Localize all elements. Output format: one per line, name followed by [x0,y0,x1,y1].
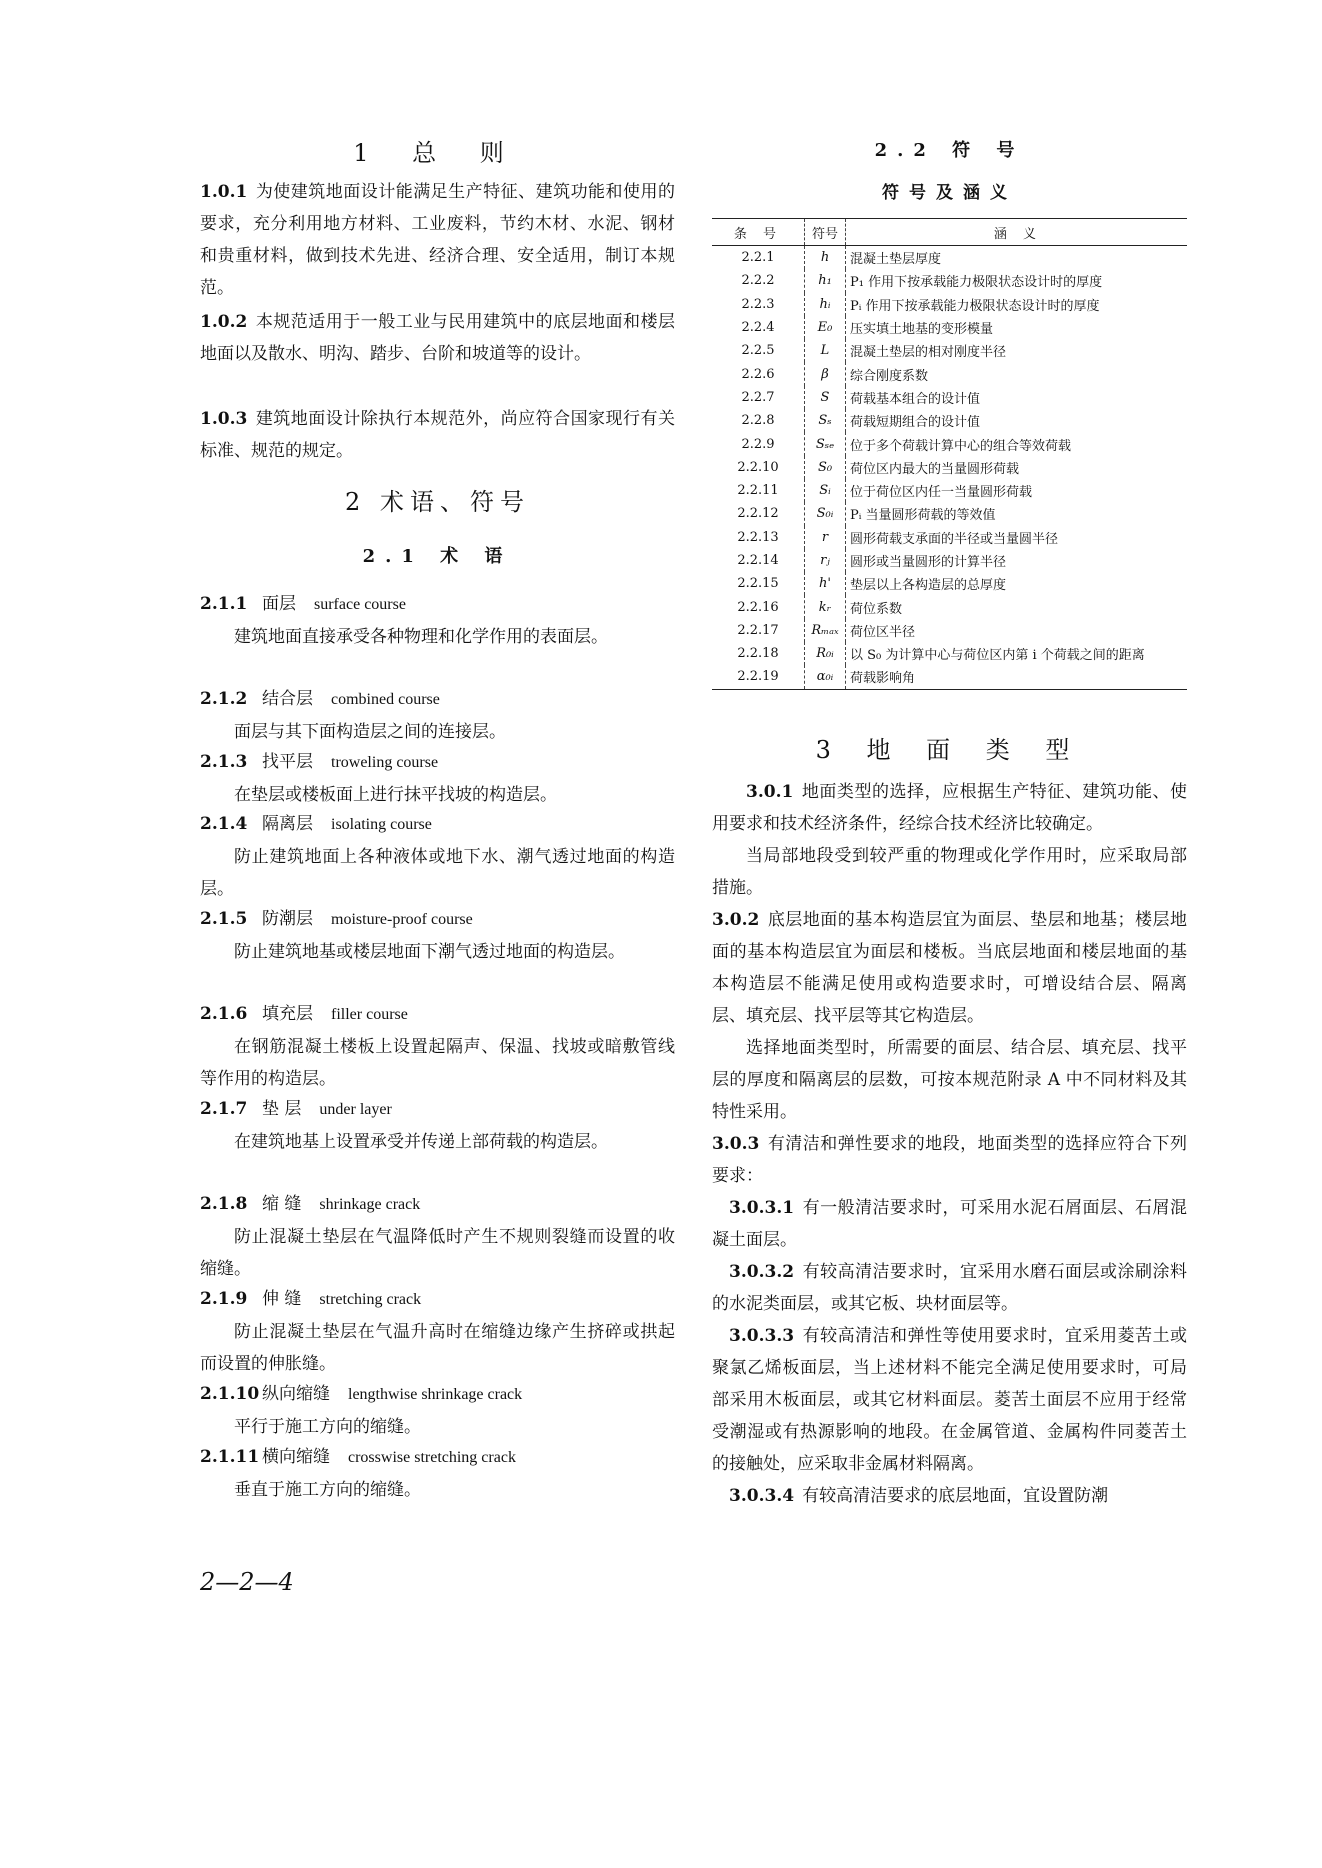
clause-number: 3.0.2 [712,910,760,930]
symbol-table [712,218,1187,690]
table-row [712,339,1187,362]
term-chinese: 纵向缩缝 [262,1384,330,1404]
section-2-1-title: 2.1 术 语 [362,546,513,567]
table-row [712,595,1187,618]
cell-clause-no: 2.2.16 [737,599,779,615]
clause-number: 1.0.2 [200,312,248,332]
clause-1-0-3 [200,403,675,467]
table-header-row [712,219,1187,246]
term-chinese: 横向缩缝 [262,1447,330,1467]
term-chinese: 隔离层 [262,814,313,834]
table-title: 符号及涵义 [882,183,1017,203]
cell-meaning: Pᵢ 作用下按承载能力极限状态设计时的厚度 [850,298,1100,314]
cell-meaning: 圆形荷载支承面的半径或当量圆半径 [850,531,1059,547]
cell-clause-no: 2.2.18 [737,646,779,662]
cell-symbol: Sᵢ [805,479,846,502]
term-english: combined course [331,691,440,708]
term-number: 2.1.2 [200,689,248,709]
clause-3-0-3-3 [712,1320,1187,1480]
cell-symbol: r [805,526,846,549]
cell-symbol: E₀ [805,316,846,339]
table-row [712,246,1187,270]
cell-symbol: Sₛₑ [805,432,846,455]
clause-3-0-1 [712,776,1187,840]
table-row [712,572,1187,595]
cell-clause-no: 2.2.5 [741,343,775,359]
table-row [712,293,1187,316]
clause-text: 有较高清洁要求时，宜采用水磨石面层或涂刷涂料的水泥类面层，或其它板、块材面层等。 [712,1262,1187,1314]
table-row [712,526,1187,549]
table-row [712,549,1187,572]
term-english: crosswise stretching crack [348,1449,516,1466]
cell-meaning: 混凝土垫层的相对刚度半径 [850,345,1007,361]
cell-meaning: 圆形或当量圆形的计算半径 [850,555,1007,570]
clause-text: 为使建筑地面设计能满足生产特征、建筑功能和使用的要求，充分利用地方材料、工业废料，节约木材、水泥、钢材和贵重材料，做到技术先进、经济合理、安全适用，制订本规范。 [200,182,675,298]
term-heading [200,903,675,936]
table-row [712,642,1187,665]
cell-symbol: h₁ [805,269,846,292]
clause-number: 1.0.3 [200,409,248,429]
cell-meaning: 荷载影响角 [846,665,1188,689]
cell-clause-no: 2.2.10 [737,459,779,475]
cell-symbol: S [805,386,846,409]
term-number: 2.1.3 [200,752,248,772]
term-definition: 在钢筋混凝土楼板上设置起隔声、保温、找坡或暗敷管线等作用的构造层。 [200,1037,675,1089]
term-heading [200,1441,675,1474]
term-entry [200,588,675,653]
term-english: lengthwise shrinkage crack [348,1386,523,1403]
term-number: 2.1.1 [200,594,248,614]
term-definition: 防止混凝土垫层在气温降低时产生不规则裂缝而设置的收缩缝。 [200,1227,675,1279]
term-chinese: 结合层 [262,689,313,709]
term-number: 2.1.10 [200,1384,260,1404]
clause-text: 建筑地面设计除执行本规范外，尚应符合国家现行有关标准、规范的规定。 [200,409,675,461]
clause-3-0-2 [712,904,1187,1032]
term-chinese: 填充层 [262,1004,313,1024]
cell-symbol: R₀ᵢ [805,642,846,665]
clause-number: 3.0.1 [746,782,794,802]
clause-3-0-3-1 [712,1192,1187,1256]
term-heading [200,588,675,621]
cell-symbol: Rₘₐₓ [805,619,846,642]
term-heading [200,746,675,779]
table-row [712,479,1187,502]
term-definition: 垂直于施工方向的缩缝。 [234,1480,421,1500]
clause-text: 本规范适用于一般工业与民用建筑中的底层地面和楼层地面以及散水、明沟、踏步、台阶和坡道等的设计。 [200,312,675,364]
cell-clause-no: 2.2.12 [737,506,779,522]
term-chinese: 缩 缝 [262,1194,302,1214]
chapter-3-title: 3 地 面 类 型 [815,736,1084,764]
clause-number: 3.0.3 [712,1134,760,1154]
cell-clause-no: 2.2.3 [741,296,775,312]
term-chinese: 防潮层 [262,909,313,929]
term-definition: 防止建筑地面上各种液体或地下水、潮气透过地面的构造层。 [200,847,675,899]
term-heading [200,1378,675,1411]
term-definition: 防止建筑地基或楼层地面下潮气透过地面的构造层。 [234,942,625,962]
term-entry [200,1188,675,1285]
term-number: 2.1.5 [200,909,248,929]
term-chinese: 伸 缝 [262,1289,302,1309]
term-english: moisture-proof course [331,911,473,928]
cell-clause-no: 2.2.14 [737,553,779,568]
cell-clause-no: 2.2.8 [741,413,775,429]
cell-meaning: 荷载短期组合的设计值 [850,415,981,431]
clause-text: 有较高清洁要求的底层地面，宜设置防潮 [802,1486,1109,1506]
table-row [712,362,1187,385]
cell-symbol: α₀ᵢ [805,665,846,689]
cell-meaning: 荷位区内最大的当量圆形荷载 [850,461,1020,477]
term-chinese: 垫 层 [262,1099,302,1119]
cell-clause-no: 2.2.11 [737,483,779,499]
cell-clause-no: 2.2.15 [737,576,779,592]
cell-symbol: rⱼ [805,549,846,572]
term-heading [200,1093,675,1126]
cell-clause-no: 2.2.19 [712,665,805,689]
term-english: filler course [331,1006,408,1023]
chapter-3-body [712,776,1187,1512]
chapter-2-title: 2 术语、符号 [345,488,530,516]
table-row [712,619,1187,642]
term-number: 2.1.4 [200,814,248,834]
header-clause-no: 条 号 [712,219,805,246]
clause-3-0-1-p2: 当局部地段受到较严重的物理或化学作用时，应采取局部措施。 [712,846,1187,898]
term-english: surface course [314,596,406,613]
table-row [712,432,1187,455]
clause-1-0-1 [200,176,675,304]
term-heading [200,998,675,1031]
term-number: 2.1.9 [200,1289,248,1309]
cell-symbol: β [805,362,846,385]
term-heading [200,1188,675,1221]
cell-meaning: 垫层以上各构造层的总厚度 [850,578,1007,594]
cell-clause-no: 2.2.2 [741,273,775,289]
term-heading [200,1283,675,1316]
term-entry [200,1441,675,1506]
clause-text: 有较高清洁和弹性等使用要求时，宜采用菱苦土或聚氯乙烯板面层，当上述材料不能完全满足使用要求时，可局部采用木板面层，或其它材料面层。菱苦土面层不应用于经常受潮湿或有热源影响的地段。在金属管道、金属构件同菱苦土的接触处，应采取非金属材料隔离。 [712,1326,1187,1474]
table-row [712,456,1187,479]
cell-meaning: 压实填土地基的变形模量 [850,322,994,338]
clause-number: 1.0.1 [200,182,248,202]
term-chinese: 面层 [262,594,296,614]
term-entry [200,998,675,1095]
table-row [712,386,1187,409]
term-heading [200,683,675,716]
term-definition: 在垫层或楼板面上进行抹平找坡的构造层。 [234,785,557,805]
term-number: 2.1.11 [200,1447,260,1467]
cell-symbol: hᵢ [805,293,846,316]
term-entry [200,1283,675,1380]
cell-symbol: S₀ᵢ [805,502,846,525]
clause-number: 3.0.3.1 [729,1198,795,1218]
cell-meaning: 以 S₀ 为计算中心与荷位区内第 i 个荷载之间的距离 [850,648,1145,664]
header-meaning: 涵 义 [846,219,1188,246]
cell-symbol: h [805,246,846,270]
cell-meaning: 荷载基本组合的设计值 [850,391,981,407]
term-entry [200,683,675,748]
cell-symbol: S₀ [805,456,846,479]
term-entry [200,903,675,968]
term-english: troweling course [331,754,439,771]
cell-meaning: Pᵢ 当量圆形荷载的等效值 [850,508,996,524]
header-symbol: 符号 [805,219,846,246]
term-number: 2.1.8 [200,1194,248,1214]
clause-number: 3.0.3.3 [729,1326,795,1346]
table-row [712,409,1187,432]
symbol-table-body [712,246,1187,690]
clause-text: 地面类型的选择，应根据生产特征、建筑功能、使用要求和技术经济条件，经综合技术经济比较确定。 [712,782,1187,834]
term-definition: 在建筑地基上设置承受并传递上部荷载的构造层。 [234,1132,608,1152]
cell-meaning: 位于荷位区内任一当量圆形荷载 [850,485,1033,501]
term-entry [200,746,675,811]
clause-number: 3.0.3.2 [729,1262,795,1282]
table-row [712,502,1187,525]
cell-clause-no: 2.2.6 [741,366,775,382]
cell-clause-no: 2.2.1 [741,250,775,266]
term-number: 2.1.6 [200,1004,248,1024]
table-row [712,316,1187,339]
section-2-2-title: 2.2 符 号 [874,140,1025,161]
cell-symbol: kᵣ [805,595,846,618]
table-row [712,269,1187,292]
term-entry [200,1093,675,1158]
term-definition: 建筑地面直接承受各种物理和化学作用的表面层。 [234,627,608,647]
page-number: 2—2—4 [200,1568,294,1596]
cell-meaning: P₁ 作用下按承载能力极限状态设计时的厚度 [850,275,1103,291]
cell-clause-no: 2.2.4 [741,320,775,336]
cell-clause-no: 2.2.9 [741,436,775,452]
term-definition: 防止混凝土垫层在气温升高时在缩缝边缘产生挤碎或拱起而设置的伸胀缝。 [200,1322,675,1374]
term-english: shrinkage crack [319,1196,421,1213]
term-number: 2.1.7 [200,1099,248,1119]
term-definition: 平行于施工方向的缩缝。 [234,1417,421,1437]
term-english: isolating course [331,816,432,833]
term-heading [200,808,675,841]
table-row [712,665,1187,689]
cell-clause-no: 2.2.17 [737,622,779,638]
cell-clause-no: 2.2.7 [741,389,775,405]
cell-symbol: L [805,339,846,362]
chapter-1-title: 1 总 则 [353,139,522,167]
cell-clause-no: 2.2.13 [737,529,779,545]
term-entry [200,808,675,905]
term-definition: 面层与其下面构造层之间的连接层。 [234,722,506,742]
cell-meaning: 荷位区半径 [850,624,916,640]
cell-meaning: 混凝土垫层厚度 [850,252,942,268]
clause-3-0-3-4 [712,1480,1187,1512]
term-chinese: 找平层 [262,752,313,772]
cell-symbol: Sₛ [805,409,846,432]
cell-symbol: h' [805,572,846,595]
term-english: under layer [319,1101,392,1118]
clause-text: 底层地面的基本构造层宜为面层、垫层和地基；楼层地面的基本构造层宜为面层和楼板。当底层地面和楼层地面的基本构造层不能满足使用或构造要求时，可增设结合层、隔离层、填充层、找平层等其它构造层。 [712,910,1187,1026]
clause-3-0-2-p2: 选择地面类型时，所需要的面层、结合层、填充层、找平层的厚度和隔离层的层数，可按本规范附录 A 中不同材料及其特性采用。 [712,1038,1187,1122]
clause-number: 3.0.3.4 [729,1486,795,1506]
term-entry [200,1378,675,1443]
cell-meaning: 荷位系数 [850,601,903,617]
clause-3-0-3-2 [712,1256,1187,1320]
clause-1-0-2 [200,306,675,370]
clause-text: 有清洁和弹性要求的地段，地面类型的选择应符合下列要求： [712,1134,1187,1186]
cell-meaning: 综合刚度系数 [850,368,929,384]
clause-text: 有一般清洁要求时，可采用水泥石屑面层、石屑混凝土面层。 [712,1198,1187,1250]
clause-3-0-3 [712,1128,1187,1192]
term-english: stretching crack [319,1291,422,1308]
cell-meaning: 位于多个荷载计算中心的组合等效荷载 [850,438,1072,454]
